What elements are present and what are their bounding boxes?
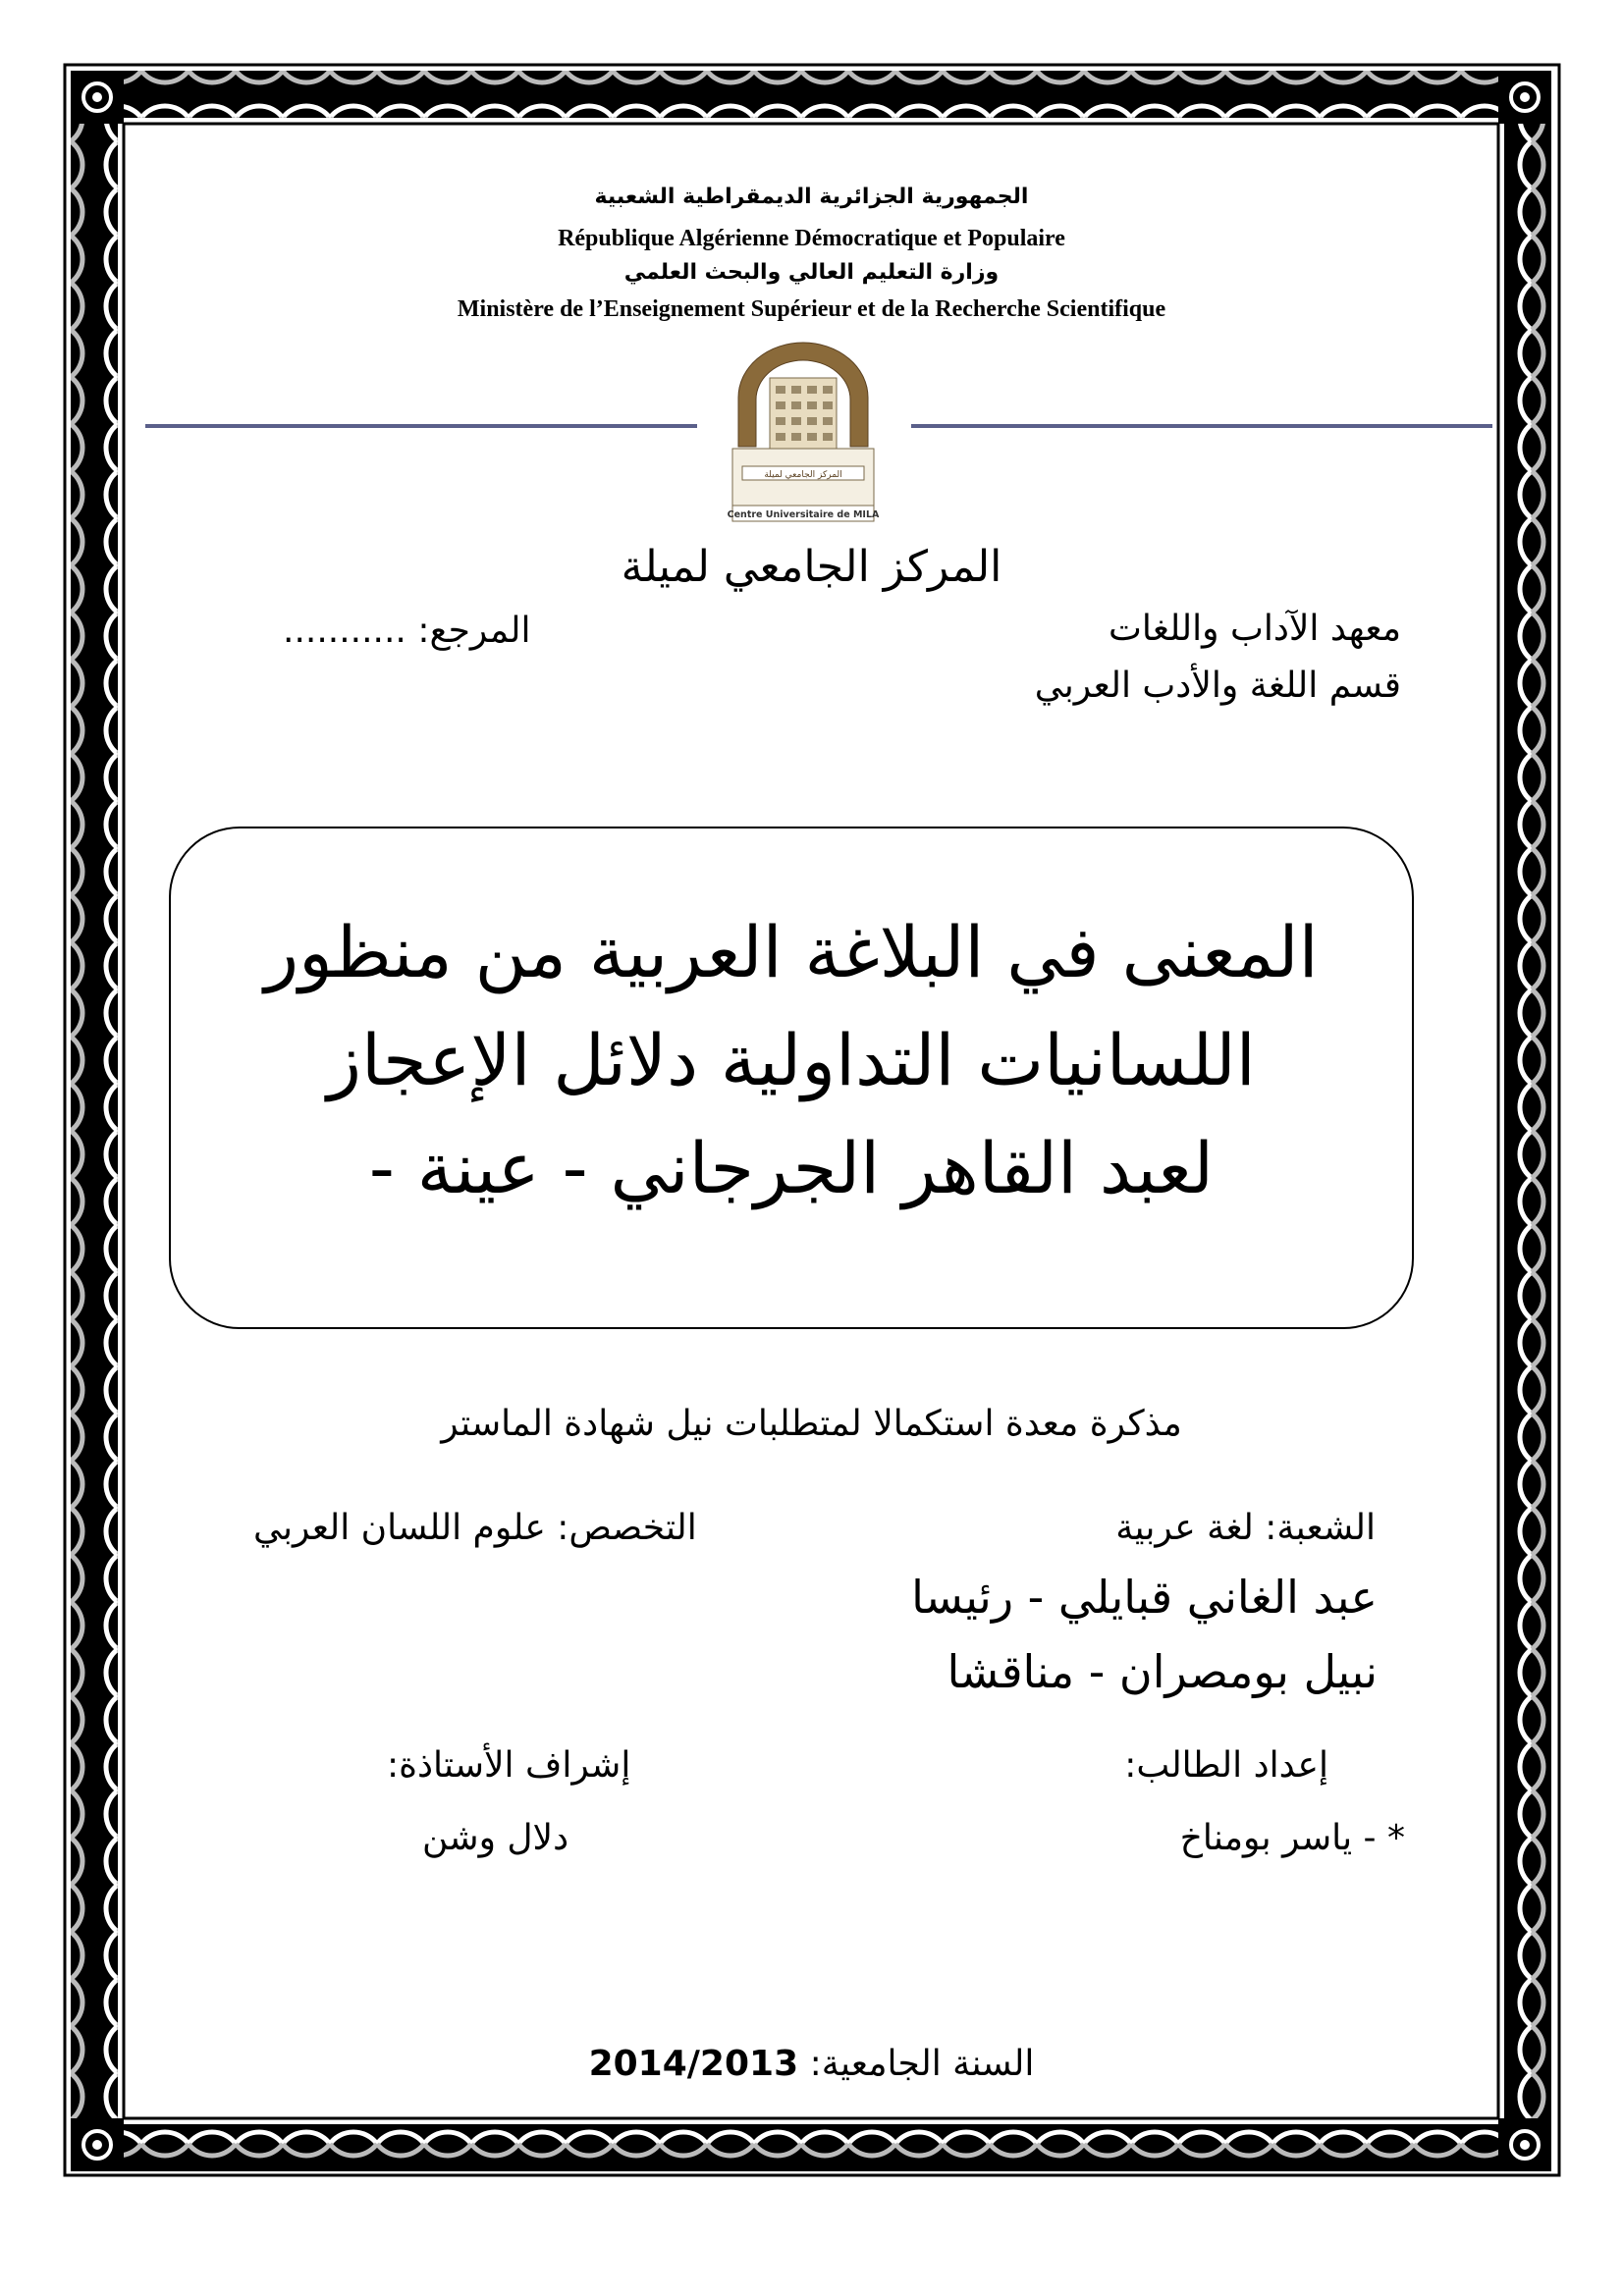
supervisor-name: دلال وشن — [422, 1818, 569, 1858]
republic-arabic: الجمهورية الجزائرية الديمقراطية الشعبية — [594, 185, 1029, 209]
logo-inner-text: المركز الجامعي لميلة — [764, 470, 842, 480]
academic-year — [0, 2044, 1623, 2084]
thesis-title-line-1: المعنى في البلاغة العربية من منظور — [264, 911, 1319, 993]
branch-label: الشعبة: لغة عربية — [1115, 1508, 1376, 1548]
academic-year-value: 2014/2013 — [588, 2044, 799, 2084]
memo-statement: مذكرة معدة استكمالا لمتطلبات نيل شهادة الماستر — [441, 1404, 1182, 1444]
academic-year-label: السنة الجامعية: — [809, 2044, 1035, 2084]
committee-examiner: نبيل بومصران - مناقشا — [947, 1645, 1378, 1698]
thesis-title-line-2: اللسانيات التداولية دلائل الإعجاز — [327, 1019, 1256, 1101]
committee-chair: عبد الغاني قبايلي - رئيسا — [911, 1571, 1378, 1624]
supervisor-label: إشراف الأستاذة: — [387, 1745, 631, 1786]
department-name: قسم اللغة والأدب العربي — [1034, 666, 1401, 706]
ministry-french: Ministère de l’Enseignement Supérieur et de la Recherche Scientifique — [457, 296, 1166, 322]
republic-french: République Algérienne Démocratique et Populaire — [558, 226, 1065, 251]
reference-number: المرجع: ........... — [283, 611, 531, 651]
institute-name: معهد الآداب واللغات — [1109, 609, 1401, 649]
header-rule-left — [145, 424, 697, 428]
university-logo — [725, 339, 882, 525]
header-rule-right — [911, 424, 1492, 428]
ministry-arabic: وزارة التعليم العالي والبحث العلمي — [623, 260, 1000, 285]
specialty-label: التخصص: علوم اللسان العربي — [253, 1508, 697, 1548]
thesis-title-line-3: لعبد القاهر الجرجاني - عينة - — [368, 1127, 1215, 1209]
student-name: * - ياسر بومناخ — [1179, 1818, 1405, 1858]
prepared-by-label: إعداد الطالب: — [1124, 1745, 1328, 1786]
logo-caption: Centre Universitaire de MILA — [727, 509, 880, 520]
university-name: المركز الجامعي لميلة — [621, 542, 1002, 592]
